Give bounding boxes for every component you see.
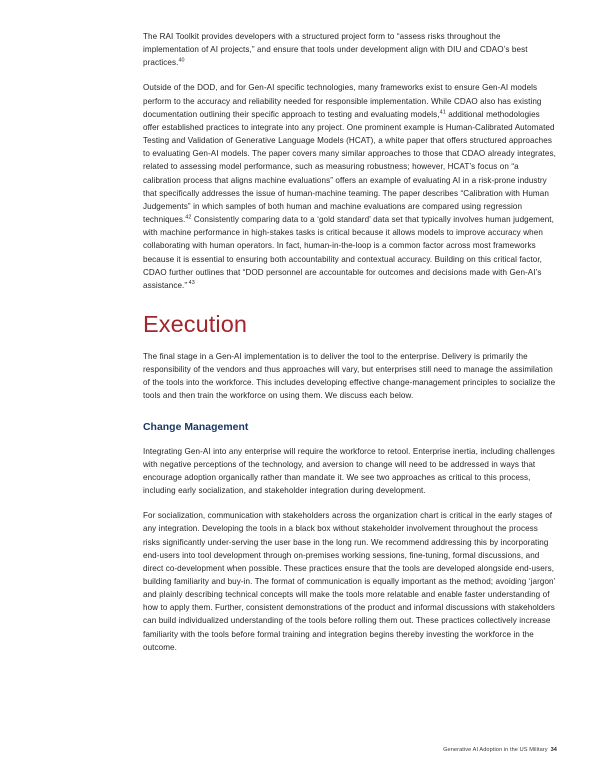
footnote-marker-42: 42 xyxy=(185,214,192,221)
page-content-column xyxy=(143,30,557,666)
footer-document-title: Generative AI Adoption in the US Military xyxy=(443,747,548,753)
paragraph-outside-dod-part-c: Consistently comparing data to a ‘gold standard’ data set that typically involves human judgement, with machine performance in high-stakes tasks is critical because it allows models to improve accuracy when collaborating with human operators. In fact, human-in-the-loop is a common factor across most frameworks because it is essential to ensuring both accountability and contextual accuracy. Building on this critical factor, CDAO further outlines that “DOD personnel are accountable for outcomes and decisions made with Gen-AI’s assistance.” xyxy=(143,215,554,290)
paragraph-rai-toolkit-text: The RAI Toolkit provides developers with a structured project form to “assess risks throughout the implementation of AI projects,” and ensure that tools under development align with DIU and CDAO’s best practices. xyxy=(143,32,528,68)
paragraph-outside-dod-part-a: Outside of the DOD, and for Gen-AI specific technologies, many frameworks exist to ensure Gen-AI models perform to the accuracy and reliability needed for responsible implementation. While CDAO also has existing documentation outlining their specific approach to testing and evaluating models, xyxy=(143,83,542,119)
section-heading-execution: Execution xyxy=(143,310,248,337)
paragraph-outside-dod xyxy=(143,81,557,292)
paragraph-rai-toolkit xyxy=(143,30,557,69)
footnote-marker-43: 43 xyxy=(188,280,195,287)
sub-heading-change-management: Change Management xyxy=(143,421,249,433)
paragraph-final-stage: The final stage in a Gen-AI implementation is to deliver the tool to the enterprise. Delivery is primarily the responsibility of the vendors and thus approaches will vary, but enterprises still need to manage the assimilation of the tools into the workforce. This includes developing effective change-management principles to socialize the tools and then train the workforce on using them. We discuss each below. xyxy=(143,351,556,401)
footnote-marker-40: 40 xyxy=(178,57,185,64)
paragraph-socialization: For socialization, communication with stakeholders across the organization chart is critical in the early stages of any integration. Developing the tools in a black box without stakeholder involvement throughout the process risks significantly under-serving the user base in the long run. We recommend addressing this by incorporating end-users into tool development through on-premises working sessions, fine-tuning, formal discussions, and direct co-development when possible. These practices ensure that the tools are developed alongside end-users, building familiarity and buy-in. The format of communication is equally important as the method; avoiding ‘jargon’ and plainly describing technical concepts will make the tools more relatable and enable faster understanding of how to apply them. Further, consistent demonstrations of the product and informal discussions with stakeholders can build individualized understanding of the tools before rolling them out. These practices collectively increase familiarity with the tools before formal training and integration begins thereby investing the workforce in the outcome. xyxy=(143,511,556,652)
paragraph-integrating-gen-ai: Integrating Gen-AI into any enterprise will require the workforce to retool. Enterprise inertia, including challenges with negative perceptions of the technology, and aversion to change will need to be addressed in ways that encourage adoption organically rather than mandate it. We see two approaches as critical to this process, including early socialization, and stakeholder integration during development. xyxy=(143,446,555,496)
footer-page-number: 34 xyxy=(550,747,557,753)
footnote-marker-41: 41 xyxy=(439,109,446,116)
page-footer xyxy=(443,746,557,754)
paragraph-outside-dod-part-b: additional methodologies offer established practices to integrate into any project. One prominent example is Human-Calibrated Automated Testing and Validation of Generative Language Models (HCAT), a white paper that offers structured approaches to evaluating Gen-AI models. The paper covers many similar approaches to those that CDAO already integrates, related to assessing model performance, such as measuring robustness; however, HCAT’s focus on “a calibration process that aligns machine evaluations” offers an example of evaluating AI in a risk-prone industry that specifically addresses the issue of human-machine teaming. The paper describes “Calibration with Human Judgements” in which samples of both human and machine evaluations are compared using regression techniques. xyxy=(143,109,556,225)
